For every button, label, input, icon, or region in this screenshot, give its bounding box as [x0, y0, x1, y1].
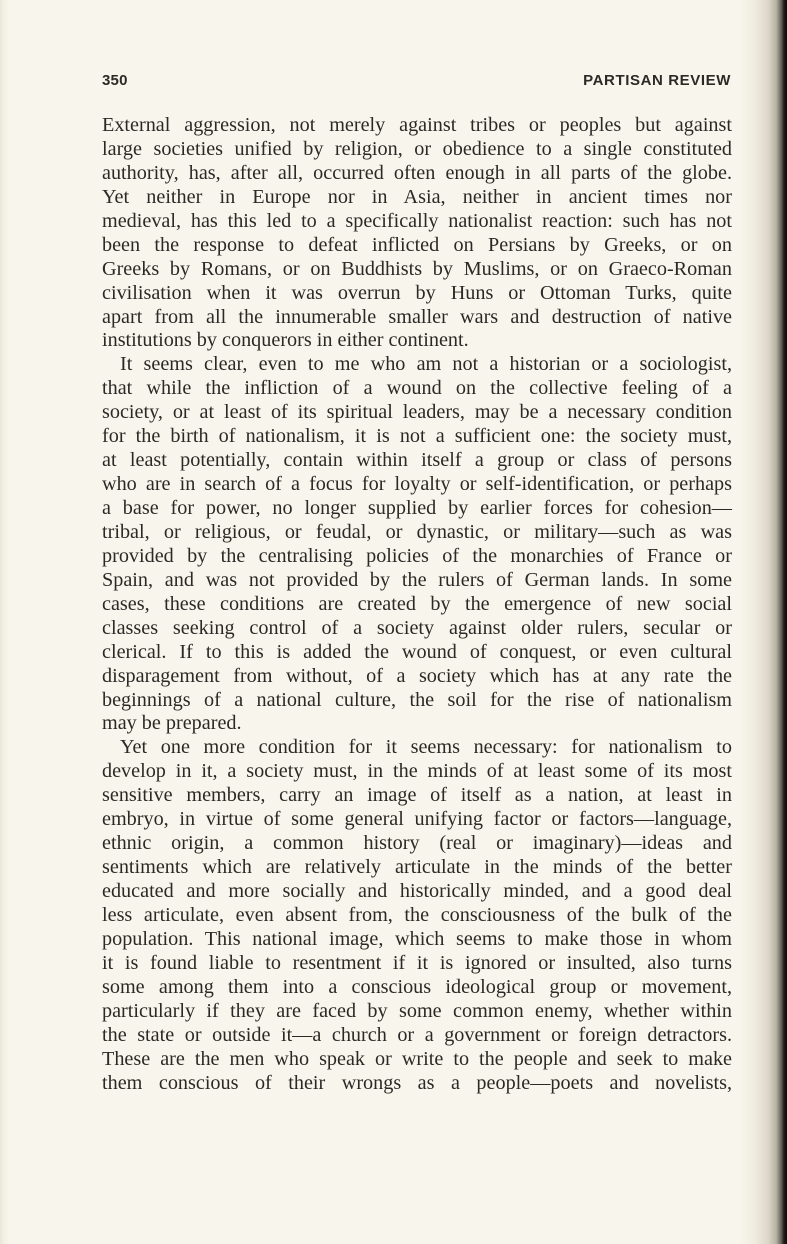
text-line: External aggression, not merely against tribes or peoples but against	[102, 114, 732, 136]
text-line: them conscious of their wrongs as a people—poets and novelists,	[102, 1071, 732, 1094]
text-line: embryo, in virtue of some general unifying factor or factors—language,	[102, 808, 732, 831]
text-line: apart from all the innumerable smaller wars and destruction of native	[102, 305, 732, 328]
text-line: educated and more socially and historically minded, and a good deal	[102, 880, 732, 902]
text-line: Yet one more condition for it seems necessary: for nationalism to	[120, 736, 732, 759]
running-head	[102, 70, 731, 90]
text-line: at least potentially, contain within itself a group or class of persons	[102, 449, 732, 472]
text-line: classes seeking control of a society against older rulers, secular or	[102, 616, 732, 639]
text-line: It seems clear, even to me who am not a historian or a sociologist,	[120, 353, 732, 376]
text-line: who are in search of a focus for loyalty or self-identification, or perhaps	[102, 473, 732, 496]
paragraph-2	[102, 353, 732, 736]
text-line: beginnings of a national culture, the soil for the rise of nationalism	[102, 688, 732, 711]
text-line: clerical. If to this is added the wound of conquest, or even cultural	[102, 640, 732, 663]
text-line: may be prepared.	[102, 712, 242, 735]
text-line: population. This national image, which seems to make those in whom	[102, 927, 732, 950]
paragraph-3	[102, 736, 732, 1095]
text-line: for the birth of nationalism, it is not a sufficient one: the society must,	[102, 425, 732, 448]
text-line: institutions by conquerors in either continent.	[102, 329, 469, 352]
text-line: develop in it, a society must, in the minds of at least some of its most	[102, 760, 732, 783]
text-line: the state or outside it—a church or a government or foreign detractors.	[102, 1023, 732, 1046]
text-line: large societies unified by religion, or obedience to a single constituted	[102, 137, 732, 160]
text-line: medieval, has this led to a specifically nationalist reaction: such has not	[102, 209, 732, 232]
text-line: disparagement from without, of a society which has at any rate the	[102, 664, 732, 687]
text-line: less articulate, even absent from, the consciousness of the bulk of the	[102, 903, 732, 926]
text-line: civilisation when it was overrun by Huns or Ottoman Turks, quite	[102, 281, 732, 304]
body-text	[102, 114, 732, 1095]
text-line: Greeks by Romans, or on Buddhists by Muslims, or on Graeco-Roman	[102, 257, 732, 280]
text-line: These are the men who speak or write to the people and seek to make	[102, 1047, 732, 1070]
text-line: tribal, or religious, or feudal, or dynastic, or military—such as was	[102, 520, 732, 543]
text-line: sentiments which are relatively articulate in the minds of the better	[102, 856, 732, 879]
paragraph-1	[102, 114, 732, 353]
text-line: provided by the centralising policies of the monarchies of France or	[102, 544, 732, 567]
text-line: a base for power, no longer supplied by earlier forces for cohesion—	[102, 497, 732, 519]
page-number: 350	[102, 71, 128, 89]
text-line: particularly if they are faced by some common enemy, whether within	[102, 999, 732, 1022]
text-line: cases, these conditions are created by the emergence of new social	[102, 592, 732, 615]
text-line: sensitive members, carry an image of itself as a nation, at least in	[102, 784, 732, 807]
text-line: Spain, and was not provided by the rulers of German lands. In some	[102, 568, 732, 591]
text-line: ethnic origin, a common history (real or imaginary)—ideas and	[102, 832, 732, 855]
text-line: been the response to defeat inflicted on Persians by Greeks, or on	[102, 233, 732, 256]
text-line: some among them into a conscious ideological group or movement,	[102, 975, 732, 998]
text-line: Yet neither in Europe nor in Asia, neither in ancient times nor	[102, 185, 732, 208]
text-line: that while the infliction of a wound on the collective feeling of a	[102, 377, 732, 400]
text-line: it is found liable to resentment if it is ignored or insulted, also turns	[102, 951, 732, 974]
journal-title: PARTISAN REVIEW	[583, 71, 731, 89]
text-line: authority, has, after all, occurred often enough in all parts of the globe.	[102, 161, 732, 184]
text-line: society, or at least of its spiritual leaders, may be a necessary condition	[102, 401, 732, 424]
